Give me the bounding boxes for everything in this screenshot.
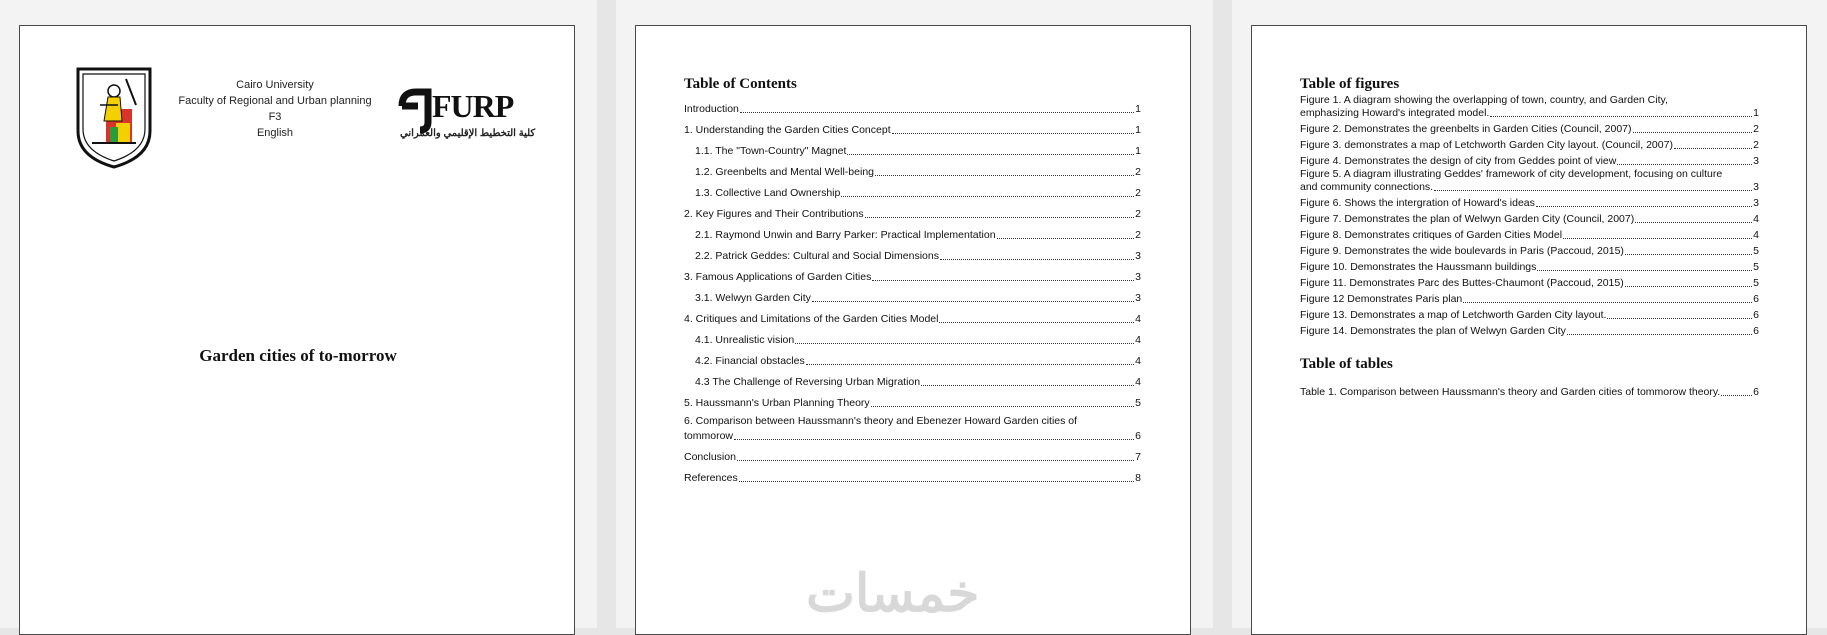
toc-entry-label: 4.3 The Challenge of Reversing Urban Migration	[695, 376, 921, 388]
toc-entry-comparison-line2: tommorow	[684, 430, 734, 442]
figure-entry-label: Figure 4. Demonstrates the design of city from Geddes point of view	[1300, 155, 1617, 167]
dot-leader	[939, 322, 1134, 323]
university-name: Cairo University	[236, 79, 314, 91]
figure-entry-page-number: 3	[1753, 197, 1759, 209]
dot-leader	[1537, 270, 1752, 271]
toc-entry-page-number: 1	[1135, 124, 1141, 136]
dot-leader	[875, 175, 1134, 176]
toc-entry[interactable]	[684, 443, 1141, 464]
toc-entry-label: 5. Haussmann's Urban Planning Theory	[684, 397, 870, 409]
dot-leader	[847, 154, 1134, 155]
toc-entry[interactable]	[684, 347, 1141, 368]
toc-entry-page-number: 3	[1135, 271, 1141, 283]
toc-entry[interactable]	[684, 305, 1141, 326]
figure-entry[interactable]	[1300, 290, 1759, 306]
toc-entry-comparison-page-number: 6	[1135, 430, 1141, 442]
toc-entry[interactable]	[684, 326, 1141, 347]
dot-leader	[871, 406, 1134, 407]
toc-entry[interactable]	[684, 221, 1141, 242]
dot-leader	[1563, 238, 1752, 239]
toc-entry-label: 2.2. Patrick Geddes: Cultural and Social Dimensions	[695, 250, 939, 262]
toc-entry-label: 3. Famous Applications of Garden Cities	[684, 271, 872, 283]
dot-leader	[1625, 286, 1752, 287]
dot-leader	[1635, 222, 1752, 223]
toc-entry[interactable]	[684, 116, 1141, 137]
figure-entry[interactable]	[1300, 194, 1759, 210]
toc-entry-page-number: 2	[1135, 187, 1141, 199]
toc-entry[interactable]	[684, 179, 1141, 200]
dot-leader	[734, 439, 1134, 440]
table-of-contents	[684, 76, 1141, 485]
figure-entry-label: Figure 12 Demonstrates Paris plan	[1300, 293, 1463, 305]
dot-leader	[1434, 190, 1752, 191]
toc-entry[interactable]	[684, 284, 1141, 305]
figure-entry-1-page-number: 1	[1753, 107, 1759, 119]
figure-entry[interactable]	[1300, 210, 1759, 226]
dot-leader	[739, 481, 1134, 482]
toc-entry-page-number: 4	[1135, 376, 1141, 388]
figure-entry[interactable]	[1300, 274, 1759, 290]
toc-entry[interactable]	[684, 464, 1141, 485]
figure-entry[interactable]	[1300, 136, 1759, 152]
dot-leader	[1463, 302, 1752, 303]
dot-leader	[1490, 116, 1752, 117]
toc-entry[interactable]	[684, 158, 1141, 179]
figures-list	[1300, 94, 1759, 338]
toc-entry-page-number: 7	[1135, 451, 1141, 463]
toc-entry-label: Conclusion	[684, 451, 736, 463]
toc-entry-page-number: 4	[1135, 355, 1141, 367]
toc-entry[interactable]	[684, 368, 1141, 389]
figure-entry-page-number: 5	[1753, 277, 1759, 289]
figure-entry-page-number: 2	[1753, 139, 1759, 151]
level-code: F3	[268, 111, 282, 123]
figure-entry-1-line1: Figure 1. A diagram showing the overlapping of town, country, and Garden City,	[1300, 94, 1668, 106]
figure-entry-label: Figure 13. Demonstrates a map of Letchworth Garden City layout.	[1300, 309, 1607, 321]
figure-entry[interactable]	[1300, 242, 1759, 258]
dot-leader	[1721, 395, 1752, 396]
table-entry-1[interactable]	[1300, 383, 1759, 399]
toc-entry-page-number: 1	[1135, 145, 1141, 157]
figure-entry-page-number: 5	[1753, 261, 1759, 273]
tables-list	[1300, 383, 1759, 399]
dot-leader	[812, 301, 1134, 302]
faculty-name: Faculty of Regional and Urban planning	[178, 95, 372, 107]
toc-entry[interactable]	[684, 242, 1141, 263]
toc-entry-comparison[interactable]	[684, 415, 1141, 443]
figure-entry-page-number: 4	[1753, 213, 1759, 225]
toc-entry-page-number: 5	[1135, 397, 1141, 409]
toc-list	[684, 95, 1141, 485]
cairo-university-crest-icon	[74, 65, 154, 169]
dot-leader	[1625, 254, 1752, 255]
toc-entry-page-number: 1	[1135, 103, 1141, 115]
figure-entry-5-page-number: 3	[1753, 181, 1759, 193]
figure-entry-page-number: 5	[1753, 245, 1759, 257]
table-of-figures	[1300, 76, 1759, 399]
figure-entry-label: Figure 10. Demonstrates the Haussmann buildings	[1300, 261, 1537, 273]
toc-entry-page-number: 3	[1135, 250, 1141, 262]
toc-entry-label: 2.1. Raymond Unwin and Barry Parker: Practical Implementation	[695, 229, 996, 241]
toc-entry-label: 1.1. The "Town-Country" Magnet	[695, 145, 847, 157]
dot-leader	[1633, 132, 1753, 133]
toc-entry-page-number: 2	[1135, 166, 1141, 178]
figure-entry[interactable]	[1300, 152, 1759, 168]
figure-entry-5-line1: Figure 5. A diagram illustrating Geddes' framework of city development, focusing on culture	[1300, 168, 1723, 180]
toc-entry-comparison-line1: 6. Comparison between Haussmann's theory and Ebenezer Howard Garden cities of	[684, 415, 1078, 427]
figures-page[interactable]	[1251, 25, 1807, 635]
dot-leader	[1617, 164, 1752, 165]
language-label: English	[256, 127, 294, 139]
furp-logo-arabic: كلية التخطيط الإقليمي والعمراني	[400, 128, 536, 139]
dot-leader	[1567, 334, 1752, 335]
tables-heading: Table of tables	[1300, 356, 1393, 372]
toc-entry[interactable]	[684, 95, 1141, 116]
toc-entry-label: 4.2. Financial obstacles	[695, 355, 805, 367]
dot-leader	[795, 343, 1134, 344]
dot-leader	[740, 112, 1134, 113]
toc-entry-label: 1. Understanding the Garden Cities Concept	[684, 124, 891, 136]
toc-entry-page-number: 4	[1135, 334, 1141, 346]
figure-entry-page-number: 6	[1753, 293, 1759, 305]
table-entry-1-label: Table 1. Comparison between Haussmann's theory and Garden cities of tommorow theory.	[1300, 386, 1721, 398]
toc-entry[interactable]	[684, 137, 1141, 158]
dot-leader	[737, 460, 1134, 461]
document-title: Garden cities of to-morrow	[199, 346, 397, 365]
toc-entry-label: 1.3. Collective Land Ownership	[695, 187, 841, 199]
cover-page[interactable]	[19, 25, 575, 635]
toc-entry[interactable]	[684, 263, 1141, 284]
figure-entry-label: Figure 3. demonstrates a map of Letchworth Garden City layout. (Council, 2007)	[1300, 139, 1673, 151]
toc-entry-label: 1.2. Greenbelts and Mental Well-being	[695, 166, 874, 178]
toc-entry[interactable]	[684, 200, 1141, 221]
figure-entry-page-number: 3	[1753, 155, 1759, 167]
figure-entry-5[interactable]	[1300, 168, 1759, 194]
watermark: خمسات	[806, 565, 980, 623]
dot-leader	[1536, 206, 1752, 207]
dot-leader	[921, 385, 1134, 386]
figure-entry[interactable]	[1300, 120, 1759, 136]
dot-leader	[865, 217, 1135, 218]
figure-entry[interactable]	[1300, 322, 1759, 338]
figure-entry-page-number: 4	[1753, 229, 1759, 241]
figure-entry-label: Figure 6. Shows the intergration of Howard's ideas	[1300, 197, 1535, 209]
dot-leader	[892, 133, 1135, 134]
toc-entry-page-number: 4	[1135, 313, 1141, 325]
figure-entry-label: Figure 8. Demonstrates critiques of Garden Cities Model	[1300, 229, 1563, 241]
dot-leader	[872, 280, 1134, 281]
toc-entry-page-number: 3	[1135, 292, 1141, 304]
table-entry-1-page-number: 6	[1753, 386, 1759, 398]
toc-entry-label: Introduction	[684, 103, 739, 115]
figures-heading: Table of figures	[1300, 76, 1400, 92]
dot-leader	[806, 364, 1134, 365]
toc-entry-page-number: 2	[1135, 208, 1141, 220]
toc-entry[interactable]	[684, 389, 1141, 410]
toc-entry-label: References	[684, 472, 738, 484]
contents-page[interactable]	[635, 25, 1191, 635]
toc-entry-label: 2. Key Figures and Their Contributions	[684, 208, 864, 220]
figure-entry-label: Figure 9. Demonstrates the wide boulevards in Paris (Paccoud, 2015)	[1300, 245, 1624, 257]
toc-heading: Table of Contents	[684, 76, 797, 92]
figure-entry-1-line2: emphasizing Howard's integrated model.	[1300, 107, 1490, 119]
toc-entry-label: 4.1. Unrealistic vision	[695, 334, 795, 346]
figure-entry-1[interactable]	[1300, 94, 1759, 120]
figure-entry[interactable]	[1300, 226, 1759, 242]
figure-entry-label: Figure 11. Demonstrates Parc des Buttes-Chaumont (Paccoud, 2015)	[1300, 277, 1624, 289]
toc-entry-page-number: 2	[1135, 229, 1141, 241]
dot-leader	[841, 196, 1134, 197]
figure-entry-label: Figure 7. Demonstrates the plan of Welwyn Garden City (Council, 2007)	[1300, 213, 1635, 225]
figure-entry-page-number: 6	[1753, 309, 1759, 321]
furp-logo-text: FURP	[432, 88, 514, 124]
figure-entry-label: Figure 2. Demonstrates the greenbelts in Garden Cities (Council, 2007)	[1300, 123, 1632, 135]
dot-leader	[1674, 148, 1752, 149]
figure-entry-page-number: 2	[1753, 123, 1759, 135]
toc-entry-page-number: 8	[1135, 472, 1141, 484]
figure-entry-page-number: 6	[1753, 325, 1759, 337]
figure-entry[interactable]	[1300, 258, 1759, 274]
toc-entry-label: 3.1. Welwyn Garden City	[695, 292, 811, 304]
figure-entry[interactable]	[1300, 306, 1759, 322]
toc-entry-label: 4. Critiques and Limitations of the Garden Cities Model	[684, 313, 939, 325]
dot-leader	[1607, 318, 1752, 319]
figure-entry-label: Figure 14. Demonstrates the plan of Welwyn Garden City	[1300, 325, 1566, 337]
dot-leader	[940, 259, 1134, 260]
university-header	[175, 77, 375, 141]
dot-leader	[997, 238, 1135, 239]
figure-entry-5-line2: and community connections.	[1300, 181, 1434, 193]
